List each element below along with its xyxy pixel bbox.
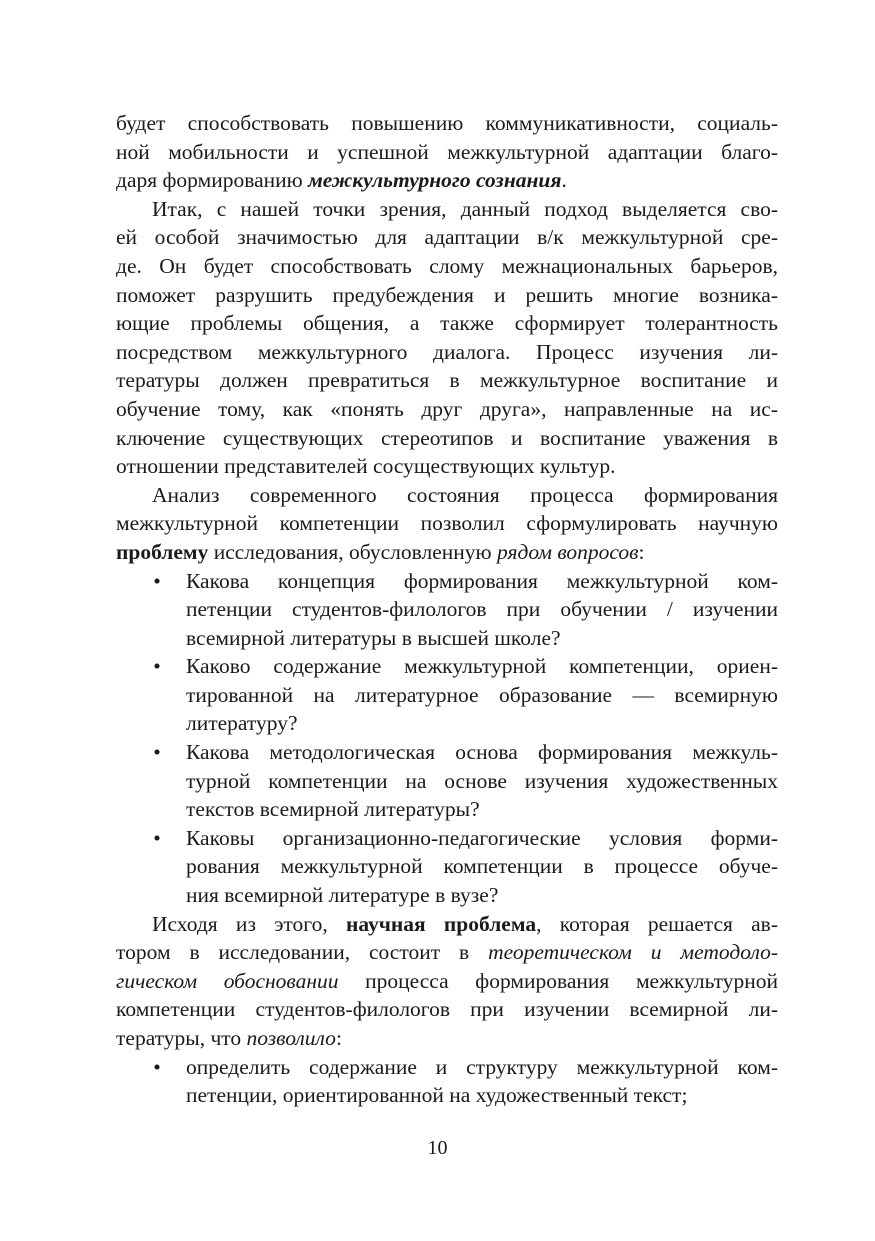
text-span: :	[335, 1026, 342, 1050]
list-item	[116, 652, 778, 738]
text-line: ей особой значимостью для адаптации в/к межкультурной сре-	[116, 225, 778, 250]
list-item	[116, 738, 778, 824]
text-line: рования межкультурной компетенции в процессе обуче-	[186, 854, 778, 879]
italic-term: позволило	[246, 1026, 336, 1050]
list-item	[116, 567, 778, 653]
questions-list	[116, 567, 778, 910]
text-line: будет способствовать повышению коммуникативности, социаль-	[116, 111, 778, 135]
page-body	[116, 109, 778, 1110]
text-line	[116, 1024, 778, 1053]
text-line: посредством межкультурного диалога. Процесс изучения ли-	[116, 339, 778, 364]
text-span: исследования, обусловленную	[208, 539, 497, 564]
text-line	[116, 538, 778, 567]
bullet-icon: •	[153, 740, 161, 765]
text-line	[116, 967, 778, 996]
text-line: петенции, ориентированной на художественный текст;	[186, 1083, 688, 1108]
text-line: Какова концепция формирования межкультурной ком-	[186, 568, 778, 593]
paragraph-1	[116, 109, 778, 195]
italic-term: рядом вопросов	[497, 539, 639, 564]
text-line	[116, 910, 778, 939]
text-span: даря формированию	[116, 168, 309, 193]
text-span: Исходя из этого,	[152, 911, 346, 936]
emphasis-term: межкультурного сознания	[308, 168, 562, 193]
text-line: ключение существующих стереотипов и воспитание уважения в	[116, 425, 778, 450]
text-line: тературы должен превратиться в межкультурное воспитание и	[116, 368, 778, 393]
text-line	[116, 938, 778, 967]
text-line: обучение тому, как «понять друг друга», направленные на ис-	[116, 396, 778, 421]
text-span: .	[561, 168, 567, 193]
text-span: :	[638, 539, 645, 564]
bold-term: научная проблема	[345, 911, 537, 936]
italic-term: гическом обосновании	[116, 968, 339, 993]
text-line: отношении представителей сосуществующих культур.	[116, 454, 616, 479]
text-line: всемирной литературы в высшей школе?	[186, 625, 561, 650]
bullet-icon: •	[153, 654, 161, 679]
text-span: , которая решается ав-	[536, 911, 778, 936]
page-number: 10	[427, 1137, 448, 1159]
text-line: определить содержание и структуру межкультурной ком-	[186, 1054, 778, 1079]
text-line: ния всемирной литературе в вузе?	[186, 883, 499, 908]
bullet-icon: •	[153, 568, 161, 593]
text-line: тированной на литературное образование — всемирную	[186, 682, 778, 707]
text-span: процесса формирования межкультурной	[338, 968, 778, 993]
text-span: тором в исследовании, состоит в	[116, 940, 489, 965]
text-line: турной компетенции на основе изучения художественных	[186, 768, 778, 793]
paragraph-3	[116, 481, 778, 567]
list-item	[116, 824, 778, 910]
paragraph-4	[116, 910, 778, 1053]
text-line: ющие проблемы общения, а также сформирует толерантность	[116, 311, 778, 336]
text-line: литературу?	[186, 711, 298, 736]
text-line: Итак, с нашей точки зрения, данный подход выделяется сво-	[152, 196, 778, 221]
bullet-icon: •	[153, 1054, 161, 1079]
italic-term: теоретическом и методоло-	[488, 940, 778, 965]
text-line: ной мобильности и успешной межкультурной адаптации благо-	[116, 139, 778, 164]
text-line: компетенции студентов-филологов при изучении всемирной ли-	[116, 997, 778, 1022]
text-span: тературы, что	[116, 1026, 247, 1050]
text-line: Каковы организационно-педагогические условия форми-	[186, 825, 778, 850]
tasks-list	[116, 1053, 778, 1110]
text-line	[116, 166, 778, 195]
text-line: поможет разрушить предубеждения и решить многие возника-	[116, 282, 778, 307]
paragraph-2	[116, 195, 778, 481]
text-line: Каково содержание межкультурной компетенции, ориен-	[186, 654, 778, 679]
list-item	[116, 1053, 778, 1110]
bullet-icon: •	[153, 825, 161, 850]
text-line: Анализ современного состояния процесса формирования	[152, 482, 778, 507]
text-line: текстов всемирной литературы?	[186, 797, 480, 822]
bold-term: проблему	[116, 539, 209, 564]
text-line: Какова методологическая основа формирования межкуль-	[186, 740, 778, 765]
text-line: межкультурной компетенции позволил сформулировать научную	[116, 511, 778, 536]
text-line: де. Он будет способствовать слому межнациональных барьеров,	[116, 253, 778, 278]
text-line: петенции студентов-филологов при обучении / изучении	[186, 597, 778, 622]
